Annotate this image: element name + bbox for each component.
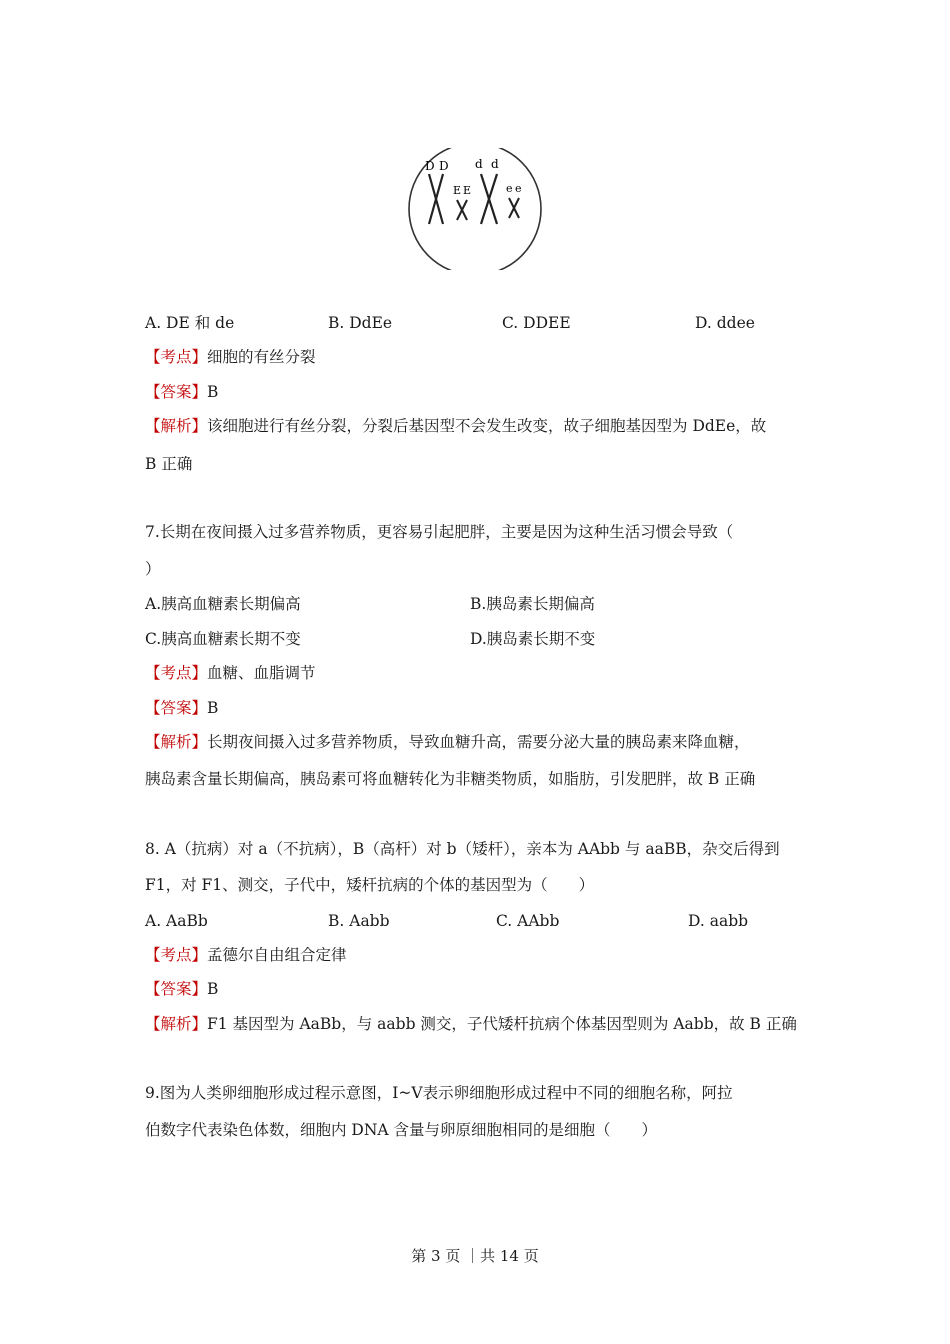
q6-option-b: B. DdEe [328,314,393,332]
q6-option-c: C. DDEE [502,314,571,332]
q6-kaodian [145,346,316,368]
q6-answer [145,381,218,403]
q8-answer [145,978,218,1000]
q7-option-d: D.胰岛素长期不变 [470,630,596,648]
jiexi-tag: 【解析】 [145,1015,208,1033]
jiexi-tag: 【解析】 [145,417,208,435]
answer-tag: 【答案】 [145,383,208,401]
gene-label-E2: E [463,184,472,197]
gene-label-e1: e [506,182,513,195]
q7-option-c: C.胰高血糖素长期不变 [145,630,301,648]
gene-label-D2: D [439,159,449,173]
gene-label-e2: e [515,182,522,195]
q6-answer-text: B [207,383,219,401]
q8-jiexi [145,1013,797,1035]
q8-stem-1: 8. A（抗病）对 a（不抗病），B（高杆）对 b（矮杆），亲本为 AAbb 与 aaBB，杂交后得到 [145,840,780,858]
q8-answer-text: B [207,980,219,998]
kaodian-tag: 【考点】 [145,348,208,366]
q9-stem-1: 9.图为人类卵细胞形成过程示意图，Ⅰ~Ⅴ表示卵细胞形成过程中不同的细胞名称，阿拉 [145,1084,733,1102]
q8-option-c: C. AAbb [496,912,560,930]
kaodian-tag: 【考点】 [145,664,208,682]
q7-jiexi [145,731,750,753]
answer-tag: 【答案】 [145,699,208,717]
q7-kaodian [145,662,316,684]
q8-kaodian-text: 孟德尔自由组合定律 [207,946,347,964]
q8-stem-2: F1，对 F1、测交，子代中，矮杆抗病的个体的基因型为（ ） [145,876,595,894]
q7-jiexi-text-1: 长期夜间摄入过多营养物质，导致血糖升高，需要分泌大量的胰岛素来降血糖， [207,733,750,751]
chromosome-dd [481,174,497,224]
q6-option-d: D. ddee [695,314,755,332]
q7-stem-1: 7.长期在夜间摄入过多营养物质，更容易引起肥胖，主要是因为这种生活习惯会导致（ [145,523,734,541]
gene-label-d1: d [475,157,483,171]
q6-option-a: A. DE 和 de [145,314,235,332]
q7-stem-2: ） [145,560,161,578]
gene-label-d2: d [491,157,499,171]
q9-stem-2: 伯数字代表染色体数，细胞内 DNA 含量与卵原细胞相同的是细胞（ ） [145,1121,658,1139]
chromosome-ee [509,198,519,218]
q7-option-b: B.胰岛素长期偏高 [470,595,595,613]
page-footer: 第 3 页 ｜共 14 页 [411,1247,539,1265]
q6-kaodian-text: 细胞的有丝分裂 [207,348,316,366]
q7-kaodian-text: 血糖、血脂调节 [207,664,316,682]
q7-answer [145,697,218,719]
chromosome-DD [429,174,443,224]
gene-label-E1: E [453,184,462,197]
jiexi-tag: 【解析】 [145,733,208,751]
q8-kaodian [145,944,347,966]
gene-label-D1: D [425,159,435,173]
q7-jiexi-text-2: 胰岛素含量长期偏高，胰岛素可将血糖转化为非糖类物质，如脂肪，引发肥胖，故 B 正确 [145,770,756,788]
q6-jiexi-text-2: B 正确 [145,455,193,473]
cell-mitosis-diagram [405,148,545,270]
q6-jiexi-text-1: 该细胞进行有丝分裂，分裂后基因型不会发生改变，故子细胞基因型为 DdEe，故 [207,417,767,435]
q7-answer-text: B [207,699,219,717]
kaodian-tag: 【考点】 [145,946,208,964]
answer-tag: 【答案】 [145,980,208,998]
q8-jiexi-text-1: F1 基因型为 AaBb，与 aabb 测交，子代矮杆抗病个体基因型则为 Aabb，故 B 正确 [207,1015,797,1033]
chromosome-EE [457,200,467,220]
q8-option-b: B. Aabb [328,912,390,930]
q8-option-a: A. AaBb [145,912,208,930]
q7-option-a: A.胰高血糖素长期偏高 [145,595,301,613]
q6-jiexi [145,415,766,437]
q8-option-d: D. aabb [688,912,749,930]
